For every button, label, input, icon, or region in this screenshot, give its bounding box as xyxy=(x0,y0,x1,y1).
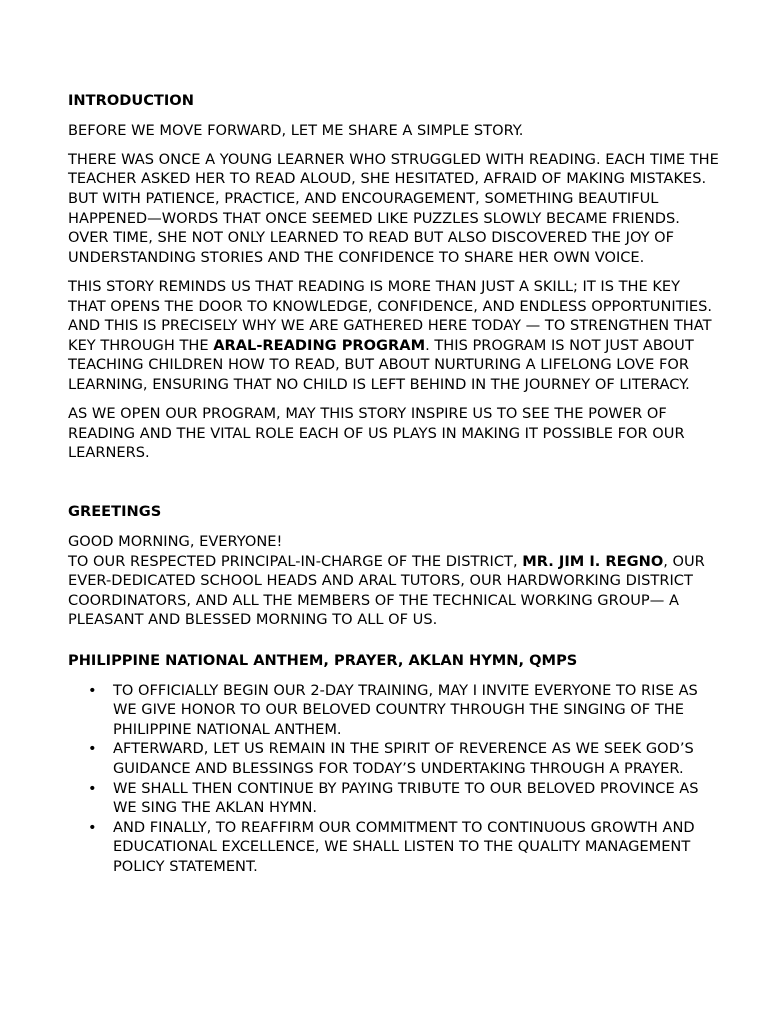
program-name: ARAL-READING PROGRAM xyxy=(213,336,426,354)
list-item xyxy=(68,681,720,740)
list-item-text: WE SHALL THEN CONTINUE BY PAYING TRIBUTE TO OUR BELOVED PROVINCE AS WE SING THE AKLAN HYMN. xyxy=(113,779,699,817)
greetings-heading: GREETINGS xyxy=(68,503,162,521)
greetings-text xyxy=(68,532,720,630)
intro-paragraph-4: AS WE OPEN OUR PROGRAM, MAY THIS STORY INSPIRE US TO SEE THE POWER OF READING AND THE VITAL ROLE EACH OF US PLAYS IN MAKING IT POSSIBLE FOR OUR LEARNERS. xyxy=(68,405,685,462)
list-item-text: AFTERWARD, LET US REMAIN IN THE SPIRIT OF REVERENCE AS WE SEEK GOD’S GUIDANCE AND BLESSINGS FOR TODAY’S UNDERTAKING THROUGH A PRAYER. xyxy=(113,740,694,777)
introduction-section xyxy=(68,91,720,463)
greeting-line-1: GOOD MORNING, EVERYONE! xyxy=(68,533,283,551)
anthem-section xyxy=(68,651,720,877)
intro-paragraph-2: THERE WAS ONCE A YOUNG LEARNER WHO STRUGGLED WITH READING. EACH TIME THE TEACHER ASKED HER TO READ ALOUD, SHE HESITATED, AFRAID OF MAKING MISTAKES. BUT WITH PATIENCE, PRACTICE, AND ENCOURAGEMENT, SOMETHING BEAUTIFUL HAPPENED—WORDS THAT ONCE SEEMED LIKE PUZZLES SLOWLY BECAME FRIENDS. OVER TIME, SHE NOT ONLY LEARNED TO READ BUT ALSO DISCOVERED THE JOY OF UNDERSTANDING STORIES AND THE CONFIDENCE TO SHARE HER OWN VOICE. xyxy=(68,150,719,266)
greeting-text-end: , OUR EVER-DEDICATED SCHOOL HEADS AND ARAL TUTORS, OUR HARDWORKING DISTRICT COORDINATORS, AND ALL THE MEMBERS OF THE TECHNICAL WORKING GROUP— A PLEASANT AND BLESSED MORNING TO ALL OF US. xyxy=(68,552,705,629)
greeting-line-2 xyxy=(68,552,720,630)
bullet-icon: • xyxy=(88,779,97,797)
principal-name: MR. JIM I. REGNO xyxy=(522,552,664,570)
list-item xyxy=(68,779,720,818)
section-spacer xyxy=(68,472,720,502)
intro-paragraph-3 xyxy=(68,277,720,395)
list-item xyxy=(68,739,720,778)
intro-p3-text-end: . THIS PROGRAM IS NOT JUST ABOUT TEACHING CHILDREN HOW TO READ, BUT ABOUT NURTURING A LIFELONG LOVE FOR LEARNING, ENSURING THAT NO CHILD IS LEFT BEHIND IN THE JOURNEY OF LITERACY. xyxy=(68,336,694,393)
list-item xyxy=(68,818,720,877)
list-item-text: TO OFFICIALLY BEGIN OUR 2-DAY TRAINING, MAY I INVITE EVERYONE TO RISE AS WE GIVE HONOR TO OUR BELOVED COUNTRY THROUGH THE SINGING OF THE PHILIPPINE NATIONAL ANTHEM. xyxy=(113,681,698,738)
bullet-icon: • xyxy=(88,681,97,699)
introduction-heading: INTRODUCTION xyxy=(68,92,194,109)
anthem-list xyxy=(68,681,720,877)
anthem-heading: PHILIPPINE NATIONAL ANTHEM, PRAYER, AKLAN HYMN, QMPS xyxy=(68,652,578,670)
intro-paragraph-1: BEFORE WE MOVE FORWARD, LET ME SHARE A SIMPLE STORY. xyxy=(68,121,524,139)
section-spacer xyxy=(68,630,720,651)
bullet-icon: • xyxy=(88,818,97,836)
greetings-section xyxy=(68,502,720,630)
bullet-icon: • xyxy=(88,740,97,758)
intro-p3-text: THIS STORY REMINDS US THAT READING IS MORE THAN JUST A SKILL; IT IS THE KEY THAT OPENS THE DOOR TO KNOWLEDGE, CONFIDENCE, AND ENDLESS OPPORTUNITIES. AND THIS IS PRECISELY WHY WE ARE GATHERED HERE TODAY — TO STRENGTHEN THAT KEY THROUGH THE xyxy=(68,277,713,354)
greeting-text-start: TO OUR RESPECTED PRINCIPAL-IN-CHARGE OF THE DISTRICT, xyxy=(68,552,523,570)
list-item-text: AND FINALLY, TO REAFFIRM OUR COMMITMENT TO CONTINUOUS GROWTH AND EDUCATIONAL EXCELLENCE, WE SHALL LISTEN TO THE QUALITY MANAGEMENT POLICY STATEMENT. xyxy=(113,818,695,875)
